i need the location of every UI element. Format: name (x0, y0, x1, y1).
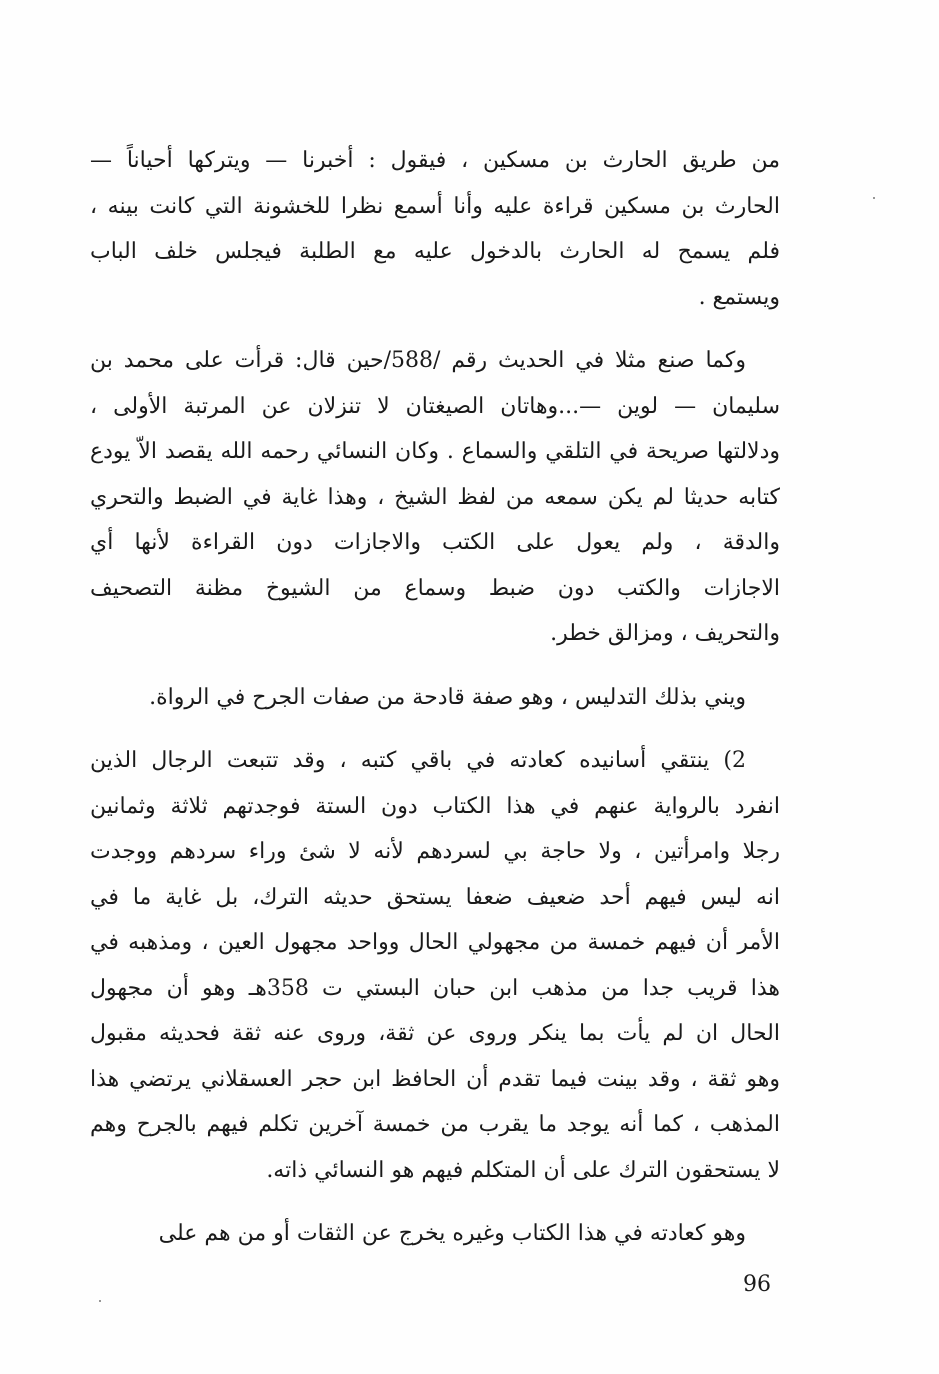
text-line: ويستمع . (698, 284, 780, 310)
paragraph-4 (90, 738, 780, 1193)
text-line: وهو ثقة ، وقد بينت فيما تقدم أن الحافظ ابن حجر العسقلاني يرتضي هذا (90, 1066, 780, 1092)
text-line: سليمان — لوين —...وهاتان الصيغتان لا تنزلان عن المرتبة الأولى ، (90, 393, 780, 419)
text-line: هذا قريب جدا من مذهب ابن حبان البستي ت 358هـ وهو أن مجهول (90, 975, 780, 1001)
scan-speck (873, 197, 875, 199)
text-line: المذهب ، كما أنه يوجد ما يقرب من خمسة آخرين تكلم فيهم بالجرح وهم (90, 1112, 780, 1137)
text-line: فلم يسمح له الحارث بالدخول عليه مع الطلبة فيجلس خلف الباب (90, 239, 780, 264)
text-line: والدقة ، ولم يعول على الكتب والاجازات دون القراءة لأنها أي (90, 530, 780, 555)
text-line: الحارث بن مسكين قراءة عليه وأنا أسمع نظرا للخشونة التي كانت بينه ، (90, 193, 780, 219)
text-line: انه ليس فيهم أحد ضعيف ضعفا يستحق حديثه الترك، بل غاية ما في (90, 884, 780, 910)
text-line: الأمر أن فيهم خمسة من مجهولي الحال وواحد مجهول العين ، ومذهبه في (90, 930, 780, 955)
text-line: كتابه حديثا لم يكن سمعه من لفظ الشيخ ، وهذا غاية في الضبط والتحري (90, 484, 780, 510)
text-line: من طريق الحارث بن مسكين ، فيقول : أخبرنا — ويتركها أحياناً — (90, 148, 780, 173)
text-line: ويني بذلك التدليس ، وهو صفة قادحة من صفات الجرح في الرواة. (149, 684, 746, 710)
paragraph-2 (90, 338, 780, 657)
text-line: وكما صنع مثلا في الحديث رقم /588/حين قال: قرأت على محمد بن (90, 348, 746, 373)
paragraph-5 (90, 1211, 780, 1257)
scan-speck (99, 1300, 101, 1302)
paragraph-3 (90, 675, 780, 721)
text-line: والتحريف ، ومزالق خطر. (550, 621, 780, 646)
text-line: ودلالتها صريحة في التلقي والسماع . وكان النسائي رحمه الله يقصد الاّ يودع (90, 439, 780, 464)
text-line: انفرد بالرواية عنهم في هذا الكتاب دون الستة فوجدتهم ثلاثة وثمانين (90, 793, 780, 819)
text-line: رجلا وامرأتين ، ولا حاجة بي لسردهم لأنه لا شئ وراء سردهم ووجدت (90, 839, 780, 864)
text-line: لا يستحقون الترك على أن المتكلم فيهم هو النسائي ذاته. (266, 1157, 780, 1183)
text-line: 2) ينتقي أسانيده كعادته في باقي كتبه ، وقد تتبعت الرجال الذين (90, 748, 746, 773)
page-body (90, 138, 780, 1257)
page-number: 96 (743, 1272, 771, 1297)
text-line: الاجازات والكتب دون ضبط وسماع من الشيوخ مظنة التصحيف (90, 575, 780, 601)
text-line: وهو كعادته في هذا الكتاب وغيره يخرج عن الثقات أو من هم على (158, 1221, 746, 1246)
paragraph-1 (90, 138, 780, 320)
text-line: الحال ان لم يأت بما ينكر وروى عن ثقة، وروى عنه ثقة فحديثه مقبول (90, 1021, 780, 1046)
